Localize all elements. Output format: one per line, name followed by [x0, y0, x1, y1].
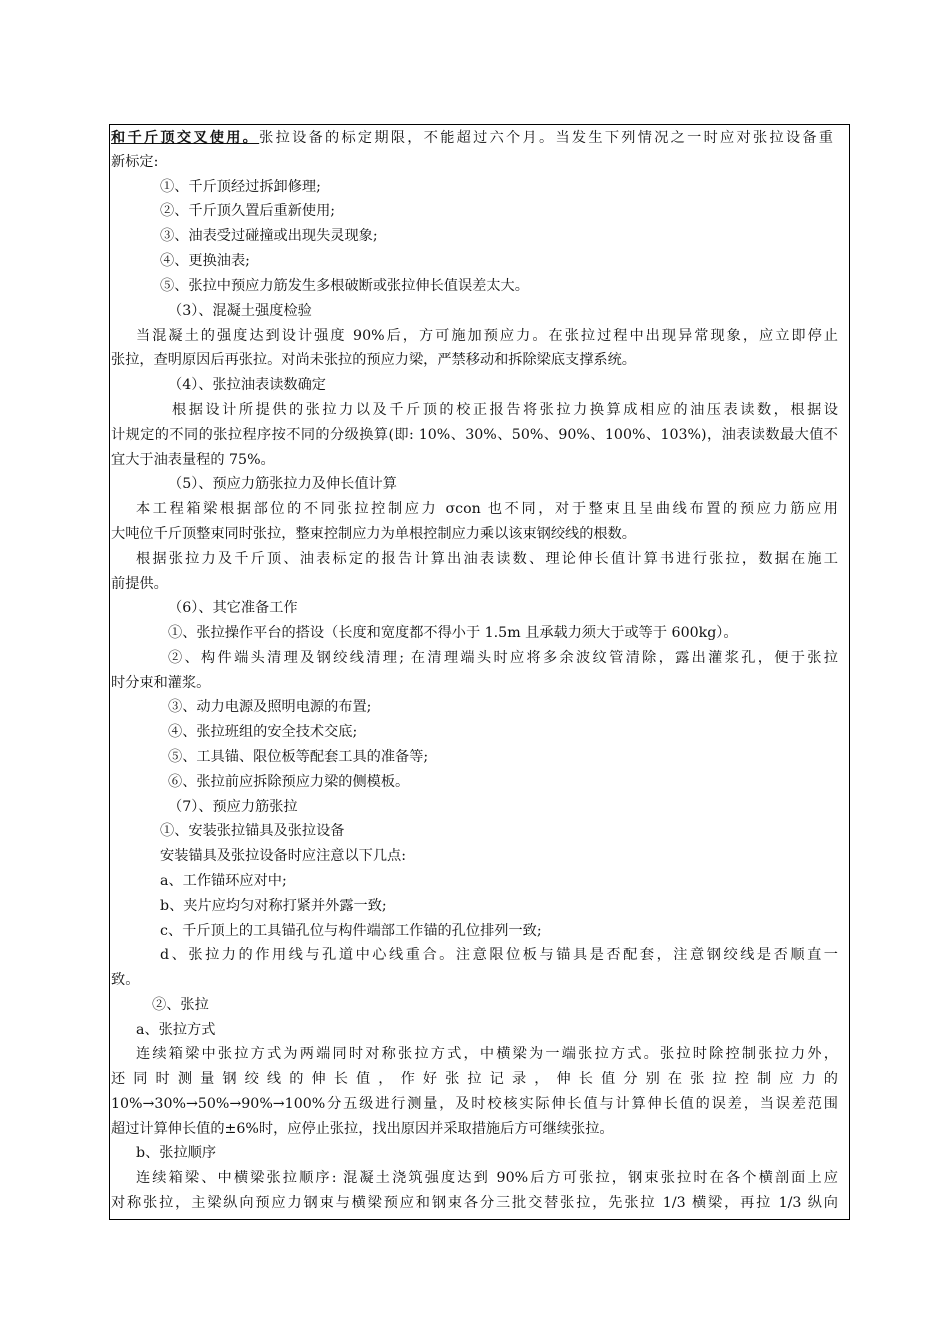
section-heading: （7）、预应力筋张拉	[168, 799, 298, 815]
emphasis-text: 和千斤顶交叉使用。	[111, 130, 260, 146]
text-line: 大吨位千斤顶整束同时张拉，整束控制应力为单根控制应力乘以该束钢绞线的根数。	[111, 526, 636, 542]
text-line: 前提供。	[111, 576, 168, 592]
list-item: ②、构件端头清理及钢绞线清理; 在清理端头时应将多余波纹管清除，露出灌浆孔，便于张拉	[168, 650, 838, 666]
list-item: ⑤、工具锚、限位板等配套工具的准备等;	[168, 749, 429, 765]
list-item: d、张拉力的作用线与孔道中心线重合。注意限位板与锚具是否配套，注意钢绞线是否顺直一	[160, 947, 838, 963]
list-item: ③、油表受过碰撞或出现失灵现象;	[160, 228, 378, 244]
text-line: 和千斤顶交叉使用。张拉设备的标定期限，不能超过六个月。当发生下列情况之一时应对张拉设备重	[111, 130, 833, 146]
text-line: 当混凝土的强度达到设计强度 90%后，方可施加预应力。在张拉过程中出现异常现象，应立即停止	[136, 328, 838, 344]
text-line: 还同时测量钢绞线的伸长值，作好张拉记录，伸长值分别在张拉控制应力的	[111, 1071, 838, 1087]
text-line: 连续箱梁、中横梁张拉顺序: 混凝土浇筑强度达到 90%后方可张拉，钢束张拉时在各个横剖面上应	[136, 1170, 838, 1186]
list-item: ②、千斤顶久置后重新使用;	[160, 203, 336, 219]
text-line: 计规定的不同的张拉程序按不同的分级换算(即: 10%、30%、50%、90%、100%、103%)，油表读数最大值不	[111, 427, 838, 443]
text-line: 连续箱梁中张拉方式为两端同时对称张拉方式，中横梁为一端张拉方式。张拉时除控制张拉力外，	[136, 1046, 838, 1062]
text-line: 安装锚具及张拉设备时应注意以下几点:	[160, 848, 406, 864]
text-line: 本工程箱梁根据部位的不同张拉控制应力 σcon 也不同，对于整束且呈曲线布置的预应力筋应用	[136, 501, 838, 517]
document-table-cell	[109, 124, 850, 1220]
text-line: 张拉，查明原因后再张拉。对尚未张拉的预应力梁，严禁移动和拆除梁底支撑系统。	[111, 352, 636, 368]
list-item: a、工作锚环应对中;	[160, 873, 287, 889]
text-line: 根据张拉力及千斤顶、油表标定的报告计算出油表读数、理论伸长值计算书进行张拉，数据在施工	[136, 551, 838, 567]
list-item: ①、千斤顶经过拆卸修理;	[160, 179, 321, 195]
list-item: ④、更换油表;	[160, 253, 250, 269]
section-heading: （6）、其它准备工作	[168, 600, 298, 616]
list-item: c、千斤顶上的工具锚孔位与构件端部工作锚的孔位排列一致;	[160, 923, 542, 939]
text-line: 时分束和灌浆。	[111, 675, 211, 691]
text-line: 新标定:	[111, 154, 159, 170]
subsection-heading: ②、张拉	[152, 997, 209, 1013]
list-item: b、夹片应均匀对称打紧并外露一致;	[160, 898, 387, 914]
subsection-heading: ①、安装张拉锚具及张拉设备	[160, 823, 345, 839]
text-line: 10%→30%→50%→90%→100%分五级进行测量，及时校核实际伸长值与计算伸长值的误差，当误差范围	[111, 1096, 838, 1112]
section-heading: （4）、张拉油表读数确定	[168, 377, 326, 393]
list-item: ⑥、张拉前应拆除预应力梁的侧模板。	[168, 774, 410, 790]
text-line: 超过计算伸长值的±6%时，应停止张拉，找出原因并采取措施后方可继续张拉。	[111, 1121, 614, 1137]
section-heading: （5）、预应力筋张拉力及伸长值计算	[168, 476, 397, 492]
text-line: 根据设计所提供的张拉力以及千斤顶的校正报告将张拉力换算成相应的油压表读数，根据设	[172, 402, 838, 418]
subsection-heading: b、张拉顺序	[136, 1145, 217, 1161]
list-item: ⑤、张拉中预应力筋发生多根破断或张拉伸长值误差太大。	[160, 278, 529, 294]
text-line: 对称张拉，主梁纵向预应力钢束与横梁预应和钢束各分三批交替张拉，先张拉 1/3 横梁，再拉 1/3 纵向	[111, 1195, 838, 1211]
text-line: 宜大于油表量程的 75%。	[111, 452, 275, 468]
list-item: ③、动力电源及照明电源的布置;	[168, 699, 372, 715]
list-item: ④、张拉班组的安全技术交底;	[168, 724, 358, 740]
subsection-heading: a、张拉方式	[136, 1022, 216, 1038]
text-line: 致。	[111, 972, 140, 988]
section-heading: （3）、混凝土强度检验	[168, 303, 312, 319]
list-item: ①、张拉操作平台的搭设（长度和宽度都不得小于 1.5m 且承载力须大于或等于 600kg）。	[168, 625, 738, 641]
